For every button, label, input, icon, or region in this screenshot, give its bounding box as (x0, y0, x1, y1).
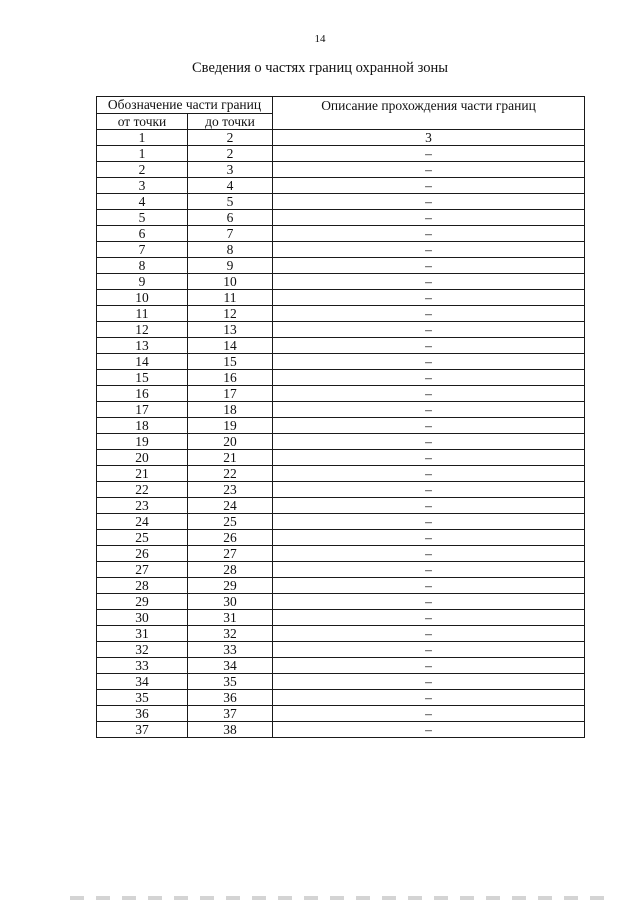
table-row (97, 514, 585, 530)
from-point-cell: 37 (97, 722, 188, 738)
table-row (97, 690, 585, 706)
scan-edge-artifact (70, 896, 610, 900)
from-point-cell: 22 (97, 482, 188, 498)
table-row (97, 210, 585, 226)
description-cell: – (273, 514, 585, 530)
table-row (97, 306, 585, 322)
description-cell: – (273, 658, 585, 674)
from-point-cell: 28 (97, 578, 188, 594)
table-row (97, 258, 585, 274)
to-point-cell: 4 (188, 178, 273, 194)
description-cell: – (273, 386, 585, 402)
table-row (97, 370, 585, 386)
to-point-cell: 13 (188, 322, 273, 338)
from-point-cell: 17 (97, 402, 188, 418)
description-cell: – (273, 674, 585, 690)
to-point-cell: 8 (188, 242, 273, 258)
table-row (97, 658, 585, 674)
table-row (97, 226, 585, 242)
to-point-cell: 20 (188, 434, 273, 450)
description-cell: – (273, 610, 585, 626)
to-point-cell: 19 (188, 418, 273, 434)
to-point-cell: 34 (188, 658, 273, 674)
description-cell: – (273, 706, 585, 722)
table-row (97, 610, 585, 626)
description-cell: – (273, 194, 585, 210)
to-point-cell: 37 (188, 706, 273, 722)
table-row (97, 642, 585, 658)
table-row (97, 674, 585, 690)
table-row (97, 418, 585, 434)
table-header (97, 97, 585, 146)
from-point-cell: 32 (97, 642, 188, 658)
table-row (97, 706, 585, 722)
column-index-desc: 3 (273, 130, 585, 146)
from-point-cell: 6 (97, 226, 188, 242)
to-point-cell: 25 (188, 514, 273, 530)
table-row (97, 434, 585, 450)
description-cell: – (273, 258, 585, 274)
table-row (97, 290, 585, 306)
table-row (97, 722, 585, 738)
table-row (97, 322, 585, 338)
to-point-cell: 16 (188, 370, 273, 386)
from-point-cell: 7 (97, 242, 188, 258)
boundary-description-header: Описание прохождения части границ (273, 97, 585, 130)
description-cell: – (273, 690, 585, 706)
table-row (97, 626, 585, 642)
from-point-cell: 12 (97, 322, 188, 338)
from-point-cell: 36 (97, 706, 188, 722)
from-point-cell: 8 (97, 258, 188, 274)
table-row (97, 178, 585, 194)
description-cell: – (273, 546, 585, 562)
to-point-cell: 28 (188, 562, 273, 578)
from-point-cell: 31 (97, 626, 188, 642)
from-point-cell: 2 (97, 162, 188, 178)
boundary-parts-table (96, 96, 585, 738)
document-title: Сведения о частях границ охранной зоны (192, 60, 448, 76)
from-point-cell: 20 (97, 450, 188, 466)
to-point-cell: 17 (188, 386, 273, 402)
from-point-cell: 15 (97, 370, 188, 386)
to-point-cell: 2 (188, 146, 273, 162)
table-row (97, 546, 585, 562)
column-index-to: 2 (188, 130, 273, 146)
description-cell: – (273, 482, 585, 498)
page-number: 14 (314, 33, 326, 45)
to-point-cell: 7 (188, 226, 273, 242)
from-point-cell: 13 (97, 338, 188, 354)
description-cell: – (273, 274, 585, 290)
description-cell: – (273, 450, 585, 466)
to-point-cell: 27 (188, 546, 273, 562)
to-point-cell: 33 (188, 642, 273, 658)
to-point-cell: 26 (188, 530, 273, 546)
table-row (97, 562, 585, 578)
description-cell: – (273, 402, 585, 418)
table-row (97, 386, 585, 402)
from-point-cell: 3 (97, 178, 188, 194)
from-point-cell: 11 (97, 306, 188, 322)
description-cell: – (273, 370, 585, 386)
description-cell: – (273, 178, 585, 194)
boundary-designation-header: Обозначение части границ (97, 97, 273, 114)
to-point-cell: 36 (188, 690, 273, 706)
to-point-cell: 5 (188, 194, 273, 210)
to-point-header: до точки (188, 114, 273, 130)
to-point-cell: 10 (188, 274, 273, 290)
to-point-cell: 35 (188, 674, 273, 690)
table-row (97, 594, 585, 610)
to-point-cell: 24 (188, 498, 273, 514)
table-row (97, 274, 585, 290)
from-point-cell: 23 (97, 498, 188, 514)
description-cell: – (273, 354, 585, 370)
description-cell: – (273, 242, 585, 258)
description-cell: – (273, 338, 585, 354)
table-row (97, 162, 585, 178)
table-row (97, 146, 585, 162)
description-cell: – (273, 530, 585, 546)
description-cell: – (273, 418, 585, 434)
from-point-cell: 29 (97, 594, 188, 610)
to-point-cell: 14 (188, 338, 273, 354)
table-row (97, 354, 585, 370)
from-point-cell: 4 (97, 194, 188, 210)
table-row (97, 402, 585, 418)
to-point-cell: 15 (188, 354, 273, 370)
table-row (97, 498, 585, 514)
to-point-cell: 21 (188, 450, 273, 466)
from-point-cell: 24 (97, 514, 188, 530)
from-point-cell: 30 (97, 610, 188, 626)
from-point-cell: 16 (97, 386, 188, 402)
to-point-cell: 18 (188, 402, 273, 418)
description-cell: – (273, 466, 585, 482)
description-cell: – (273, 146, 585, 162)
description-cell: – (273, 434, 585, 450)
from-point-cell: 18 (97, 418, 188, 434)
to-point-cell: 12 (188, 306, 273, 322)
table-row (97, 338, 585, 354)
from-point-cell: 10 (97, 290, 188, 306)
table-row (97, 482, 585, 498)
column-index-row (97, 130, 585, 146)
from-point-cell: 9 (97, 274, 188, 290)
from-point-cell: 34 (97, 674, 188, 690)
from-point-header: от точки (97, 114, 188, 130)
from-point-cell: 21 (97, 466, 188, 482)
table-row (97, 450, 585, 466)
description-cell: – (273, 226, 585, 242)
description-cell: – (273, 626, 585, 642)
to-point-cell: 3 (188, 162, 273, 178)
description-cell: – (273, 594, 585, 610)
to-point-cell: 32 (188, 626, 273, 642)
from-point-cell: 19 (97, 434, 188, 450)
to-point-cell: 9 (188, 258, 273, 274)
from-point-cell: 35 (97, 690, 188, 706)
to-point-cell: 23 (188, 482, 273, 498)
table-row (97, 242, 585, 258)
description-cell: – (273, 290, 585, 306)
table-body (97, 146, 585, 738)
description-cell: – (273, 642, 585, 658)
description-cell: – (273, 578, 585, 594)
description-cell: – (273, 306, 585, 322)
to-point-cell: 29 (188, 578, 273, 594)
to-point-cell: 22 (188, 466, 273, 482)
from-point-cell: 5 (97, 210, 188, 226)
from-point-cell: 33 (97, 658, 188, 674)
table-row (97, 194, 585, 210)
description-cell: – (273, 498, 585, 514)
to-point-cell: 6 (188, 210, 273, 226)
table-row (97, 578, 585, 594)
table-row (97, 530, 585, 546)
to-point-cell: 38 (188, 722, 273, 738)
to-point-cell: 11 (188, 290, 273, 306)
description-cell: – (273, 162, 585, 178)
to-point-cell: 31 (188, 610, 273, 626)
description-cell: – (273, 562, 585, 578)
header-row-1 (97, 97, 585, 114)
from-point-cell: 27 (97, 562, 188, 578)
column-index-from: 1 (97, 130, 188, 146)
table-row (97, 466, 585, 482)
from-point-cell: 1 (97, 146, 188, 162)
to-point-cell: 30 (188, 594, 273, 610)
description-cell: – (273, 210, 585, 226)
from-point-cell: 26 (97, 546, 188, 562)
from-point-cell: 25 (97, 530, 188, 546)
description-cell: – (273, 322, 585, 338)
from-point-cell: 14 (97, 354, 188, 370)
description-cell: – (273, 722, 585, 738)
